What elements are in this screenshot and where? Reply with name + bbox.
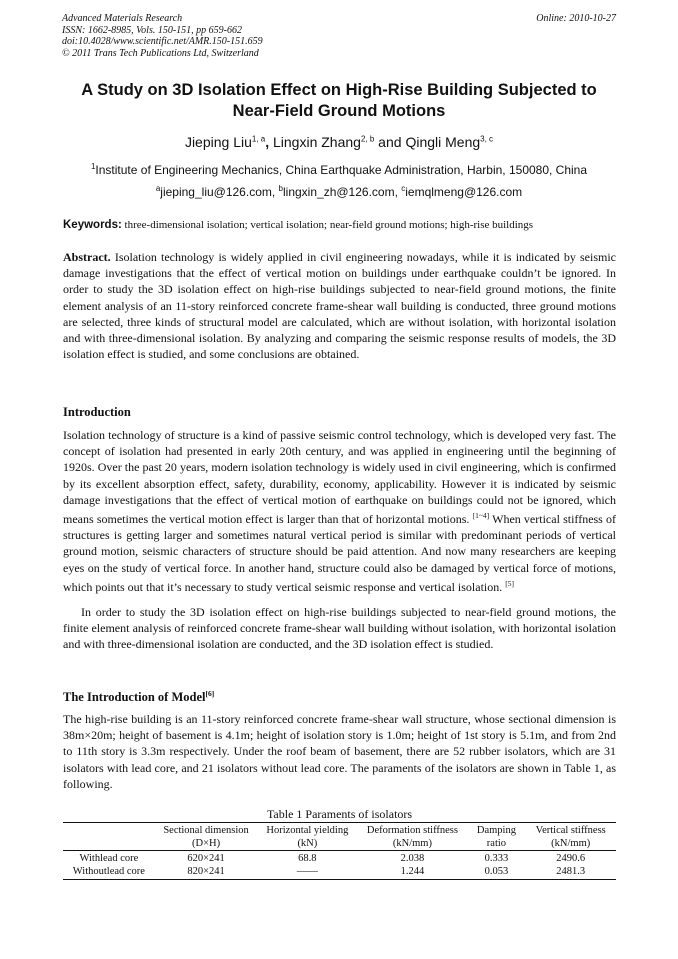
table-caption: Table 1 Paraments of isolators — [266, 807, 413, 821]
email-sup: c — [401, 184, 406, 193]
citation: [6] — [205, 689, 215, 698]
email-sup: b — [278, 184, 283, 193]
table-header-cell: (kN/mm) — [357, 838, 467, 851]
intro-paragraph-2: In order to study the 3D isolation effect on high-rise buildings subjected to near-field ground motions, the finite element analysis of reinforced concrete frame-shear wall building without isolation, with horizontal isolation and with three-dimensional isolation are conducted, and the 3D isolation effect is studied. — [63, 605, 616, 652]
table-header-cell: Vertical stiffness — [525, 823, 616, 838]
table-header-cell: Horizontal yielding — [257, 823, 357, 838]
table-row — [63, 851, 616, 866]
table-header-row — [63, 838, 616, 851]
email-address: iemqlmeng@126.com — [405, 185, 523, 199]
intro-text: Isolation technology of structure is a kind of passive seismic control technology, which is developed very fast. The concept of isolation had presented in early 20th century, and was applied in engineering until the beginning of 1920s. Over the past 20 years, modern isolation technology is widely used in civil engineering, which is confirmed by its excellent absorption effect, safety, durability, economy, applicability. However it is indicated by seismic damage investigations that the effect of vertical motion of earthquake on buildings could not be ignored, which means sometimes the vertical motion effect is larger than that of horizontal motions. — [63, 428, 616, 527]
abstract — [63, 249, 616, 362]
abstract-text: Isolation technology is widely applied in civil engineering nowadays, while it is indicated by seismic damage investigations that the effect of vertical motion on buildings under earthquake couldn’t be ignored. In order to study the 3D isolation effect on high-rise buildings subjected to near-field ground motions, the finite element analysis of an 11-story reinforced concrete frame-shear wall building is conducted, three ground motions are selected, three kinds of structural model are calculated, which are without isolation, with horizontal isolation and with three-dimensional isolation. By analyzing and comparing the seismic response results of models, the 3D isolation effect is studied, and some conclusions are obtained. — [63, 250, 617, 362]
table-row — [63, 866, 616, 880]
author-sup: 2, b — [360, 134, 375, 144]
table-header-cell: Sectional dimension — [155, 823, 257, 838]
intro-text: When vertical stiffness of structures is getting larger and sometimes natural vertical period is similar with predominant periods of vertical ground motion, seismic characters of structure should be paid attention. And now many researchers are keeping eyes on the study of vertical force. In another hand, structure could also be damaged by vertical force of motions, which points out that it’s necessary to study vertical seismic response and vertical isolation. — [63, 512, 617, 594]
table-cell: 2.038 — [400, 853, 425, 864]
affiliation-text: Institute of Engineering Mechanics, China Earthquake Administration, Harbin, 150080, China — [95, 163, 588, 177]
table-header-cell: (kN/mm) — [525, 838, 616, 851]
journal-header — [62, 13, 263, 59]
table-cell: 0.333 — [484, 853, 509, 864]
table-cell: 820×241 — [155, 866, 257, 880]
journal-name: Advanced Materials Research — [62, 13, 183, 24]
journal-doi: doi:10.4028/www.scientific.net/AMR.150-151.659 — [62, 36, 263, 47]
table-cell: Withoutlead core — [63, 866, 155, 880]
table-header-cell — [63, 838, 155, 851]
table-header-cell: ratio — [467, 838, 525, 851]
email-sup: a — [155, 184, 161, 193]
author-sup: 1, a — [251, 134, 266, 144]
section-heading-introduction: Introduction — [63, 405, 131, 419]
journal-issn: ISSN: 1662-8985, Vols. 150-151, pp 659-662 — [62, 24, 242, 36]
isolator-parameters-table — [63, 822, 616, 880]
table-cell: 1.244 — [357, 866, 467, 880]
citation: [5] — [505, 578, 514, 588]
author-name: Jieping Liu — [184, 134, 252, 150]
intro-paragraph-1 — [63, 427, 616, 595]
author-separator: , — [265, 134, 273, 150]
email-list — [40, 184, 638, 199]
table-header-cell: (D×H) — [155, 838, 257, 851]
table-cell: 620×241 — [187, 853, 225, 864]
author-list — [40, 134, 638, 150]
table-cell: Withlead core — [79, 853, 139, 864]
model-heading-text: The Introduction of Model — [63, 690, 206, 705]
email-address: lingxin_zh@126.com — [283, 185, 395, 199]
table-header-cell: Deformation stiffness — [357, 823, 467, 838]
table-cell: 2481.3 — [525, 866, 616, 880]
paper-title — [40, 80, 638, 122]
affiliation-sup: 1 — [90, 162, 96, 171]
keywords-text: three-dimensional isolation; vertical isolation; near-field ground motions; high-rise buildings — [124, 219, 534, 231]
table-cell: 0.053 — [467, 866, 525, 880]
author-name: Lingxin Zhang — [273, 134, 361, 150]
email-separator: , — [394, 185, 402, 199]
abstract-label: Abstract. — [63, 250, 111, 264]
table-cell: 2490.6 — [556, 853, 586, 864]
title-line-1: A Study on 3D Isolation Effect on High-Rise Building Subjected to — [81, 81, 597, 99]
table-header-cell: Damping — [467, 823, 525, 838]
table-header-cell: (kN) — [257, 838, 357, 851]
table-header-row — [63, 823, 616, 838]
author-separator: and — [374, 134, 406, 150]
keywords-label: Keywords: — [63, 219, 122, 231]
keywords — [63, 219, 623, 231]
email-separator: , — [271, 185, 279, 199]
title-line-2: Near-Field Ground Motions — [232, 102, 446, 120]
table-header-cell — [63, 823, 155, 838]
table-cell: —— — [257, 866, 357, 880]
section-heading-model — [63, 689, 214, 705]
journal-copyright: © 2011 Trans Tech Publications Ltd, Switzerland — [62, 47, 259, 59]
model-paragraph: The high-rise building is an 11-story reinforced concrete frame-shear wall structure, whose sectional dimension is 38m×20m; height of basement is 4.1m; height of isolation story is 1.0m; height of 1st story is 5.1m, and from 2nd to 11th story is 3.3m respectively. Under the roof beam of basement, there are 52 rubber isolators, which are 31 isolators with lead core, and 21 isolators without lead core. The paraments of the isolators are shown in Table 1, as following. — [63, 712, 616, 791]
author-name: Qingli Meng — [405, 134, 481, 150]
email-address: jieping_liu@126.com — [160, 185, 272, 199]
online-date: Online: 2010-10-27 — [536, 13, 616, 24]
affiliation — [40, 162, 638, 177]
author-sup: 3, c — [480, 134, 494, 144]
table-cell: 68.8 — [298, 853, 317, 864]
citation: [1~4] — [472, 511, 490, 521]
